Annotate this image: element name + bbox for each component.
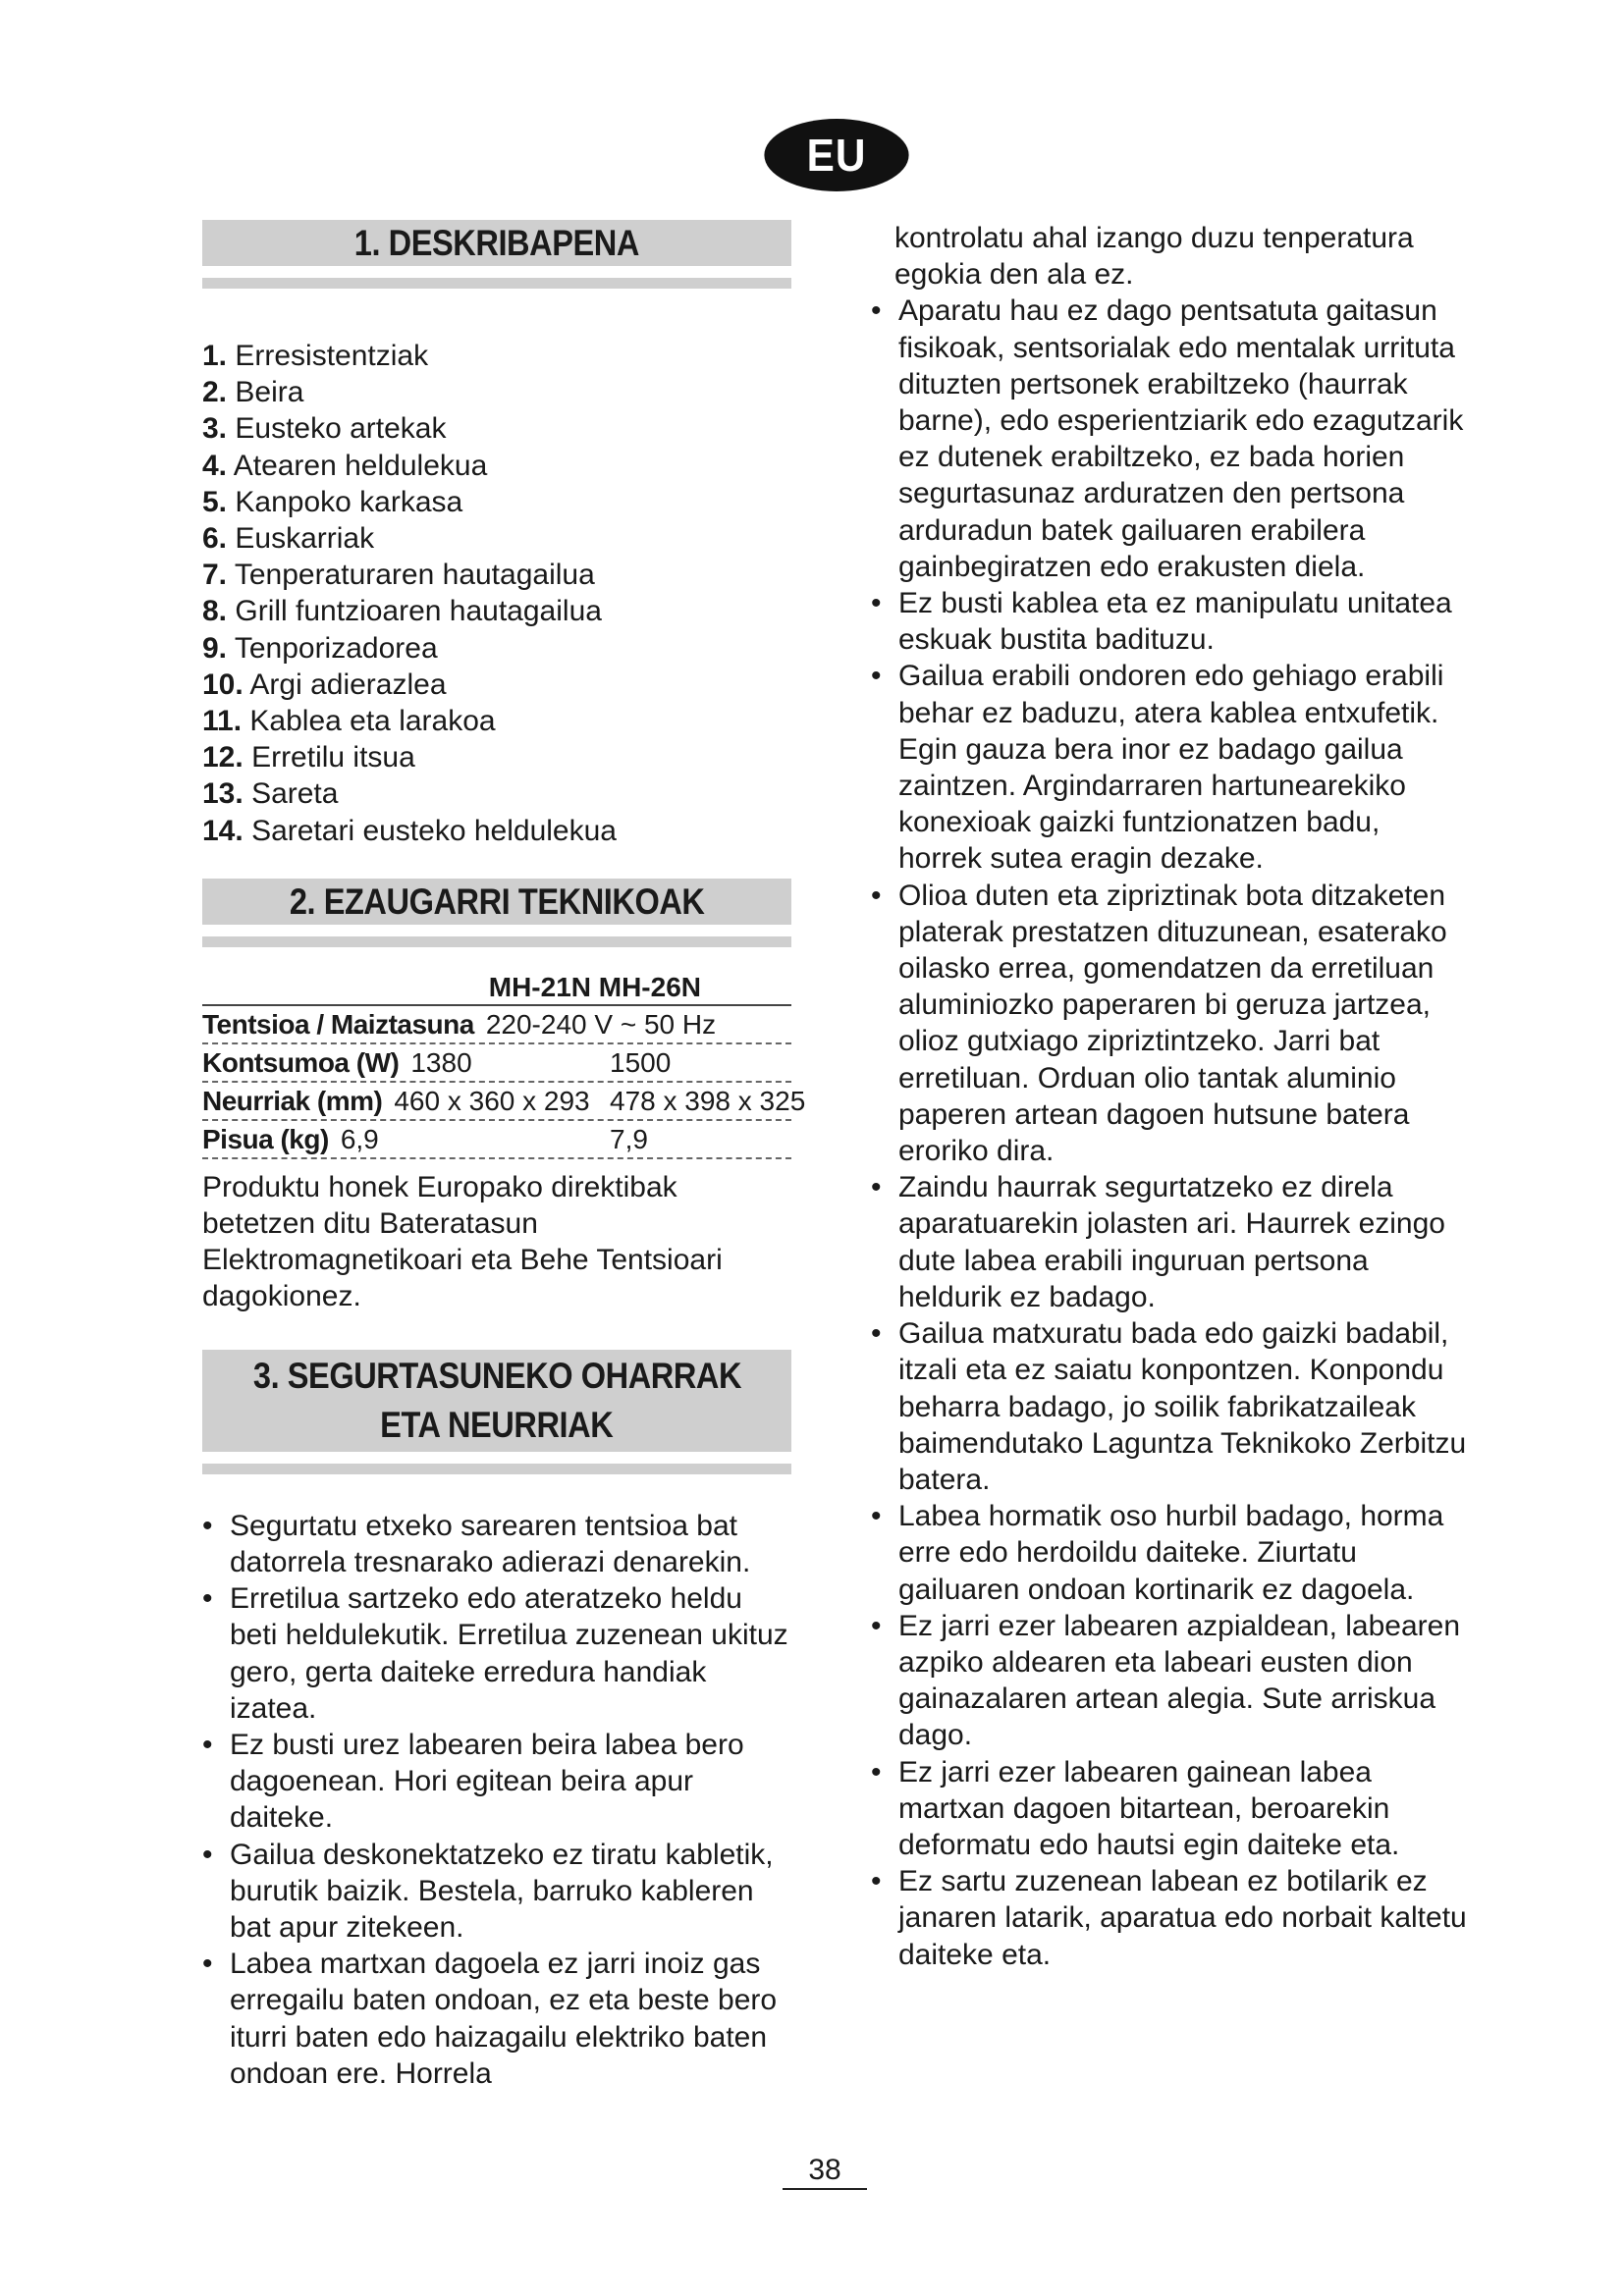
list-item: 8. Grill funtzioaren hautagailua bbox=[202, 595, 602, 628]
spec-label: Neurriak (mm) bbox=[202, 1085, 383, 1116]
spec-value: 1500 bbox=[610, 1046, 672, 1078]
bullet-icon: • bbox=[871, 294, 882, 328]
spec-label: Kontsumoa (W) bbox=[202, 1046, 400, 1078]
language-badge: EU bbox=[764, 119, 908, 191]
compliance-note: Produktu honek Europako direktibak betetzen ditu Bateratasun Elektromagnetikoari eta Behe Tentsioari dagokionez. bbox=[202, 1170, 723, 1312]
list-item: • Aparatu hau ez dago pentsatuta gaitasun fisikoak, sentsorialak edo mentalak urrituta dituzten pertsonek erabiltzeko (haurrak barne), edo esperientziarik edo ezagutzarik ez dutenek erabiltzeko, ez bada horien segurtasunaz arduratzen den pertsona arduradun batek gailuaren erabilera gainbegiratzen edo erakusten diela. bbox=[871, 294, 1464, 583]
bullet-icon: • bbox=[871, 1317, 882, 1351]
list-item: • Gailua deskonektatzeko ez tiratu kabletik, burutik baizik. Bestela, barruko kableren bat apur zitekeen. bbox=[202, 1838, 774, 1945]
bullet-icon: • bbox=[871, 1500, 882, 1533]
section-2-heading: 2. EZAUGARRI TEKNIKOAK bbox=[202, 879, 791, 925]
section-3-heading: 3. SEGURTASUNEKO OHARRAK ETA NEURRIAK bbox=[202, 1350, 791, 1452]
page-number: 38 bbox=[783, 2153, 867, 2190]
list-item: 6. Euskarriak bbox=[202, 522, 375, 556]
spec-row bbox=[202, 1006, 791, 1044]
list-item: • Gailua matxuratu bada edo gaizki badabil, itzali eta ez saiatu konpontzen. Konpondu beharra badago, jo soilik fabrikatzaileak baimendutako Laguntza Teknikoko Zerbitzu batera. bbox=[871, 1317, 1467, 1496]
bullet-icon: • bbox=[871, 1755, 882, 1789]
list-item: • Labea hormatik oso hurbil badago, horma erre edo herdoildu daiteke. Ziurtatu gailuaren ondoan kortinarik ez dagoela. bbox=[871, 1500, 1444, 1606]
spec-models-header: MH-21N MH-26N bbox=[202, 971, 791, 1006]
bullet-icon: • bbox=[202, 1582, 213, 1616]
bullet-icon: • bbox=[202, 1948, 213, 1981]
spec-row bbox=[202, 1044, 791, 1083]
section-1-heading: 1. DESKRIBAPENA bbox=[202, 220, 791, 266]
list-item: 14. Saretari eusteko heldulekua bbox=[202, 814, 617, 847]
list-item: 5. Kanpoko karkasa bbox=[202, 485, 463, 518]
right-column bbox=[871, 220, 1470, 1973]
section-2-rule bbox=[202, 936, 791, 947]
list-item: 1. Erresistentziak bbox=[202, 340, 429, 372]
list-item: 7. Tenperaturaren hautagailua bbox=[202, 559, 595, 592]
spec-row bbox=[202, 1121, 791, 1159]
list-item: • Segurtatu etxeko sarearen tentsioa bat datorrela tresnarako adierazi denarekin. bbox=[202, 1509, 751, 1579]
spec-value: 6,9 bbox=[340, 1123, 379, 1154]
spec-row bbox=[202, 1083, 806, 1121]
list-item: 12. Erretilu itsua bbox=[202, 741, 415, 774]
bullet-icon: • bbox=[871, 660, 882, 693]
list-item: 4. Atearen heldulekua bbox=[202, 449, 488, 482]
list-item: 3. Eusteko artekak bbox=[202, 412, 447, 446]
list-item: • Zaindu haurrak segurtatzeko ez direla aparatuarekin jolasten ari. Haurrek ezingo dute labea erabili inguruan pertsona heldurik ez badago. bbox=[871, 1171, 1445, 1313]
bullet-icon: • bbox=[871, 879, 882, 912]
list-item: 2. Beira bbox=[202, 376, 304, 409]
bullet-icon: • bbox=[202, 1509, 213, 1542]
spec-value: 220-240 V ~ 50 Hz bbox=[485, 1008, 717, 1040]
list-item: • Ez jarri ezer labearen azpialdean, labearen azpiko aldearen eta labeari eusten dion gainazalaren artean alegia. Sute arriskua dago. bbox=[871, 1609, 1461, 1752]
bullet-icon: • bbox=[871, 1171, 882, 1204]
spec-table bbox=[202, 971, 806, 1159]
spec-value: 478 x 398 x 325 bbox=[610, 1085, 806, 1116]
list-item: • Olioa duten eta zipriztinak bota ditzaketen platerak prestatzen dituzunean, esaterako oilasko errea, gomendatzen da erretiluan aluminiozko paperaren bi geruza jartzea, olioz gutxiago zipriztintzeko. Jarri bat erretiluan. Orduan olio tantak aluminio paperen artean dagoen hutsune batera eroriko dira. bbox=[871, 879, 1447, 1168]
left-column bbox=[202, 220, 806, 2092]
spec-label: Tentsioa / Maiztasuna bbox=[202, 1008, 474, 1040]
list-item: 13. Sareta bbox=[202, 777, 339, 811]
safety-list-left bbox=[202, 1508, 791, 2092]
spec-value: 1380 bbox=[410, 1046, 472, 1078]
list-item: • Ez busti urez labearen beira labea bero dagoenean. Hori egitean beira apur daiteke. bbox=[202, 1729, 744, 1835]
list-item: 9. Tenporizadorea bbox=[202, 631, 438, 665]
list-item: • Erretilua sartzeko edo ateratzeko heldu beti heldulekutik. Erretilua zuzenean ukituz gero, gerta daiteke erredura handiak izatea. bbox=[202, 1582, 788, 1725]
list-item: • Labea martxan dagoela ez jarri inoiz gas erregailu baten ondoan, ez eta beste bero iturri baten edo haizagailu elektriko baten ondoan ere. Horrela bbox=[202, 1948, 778, 2090]
list-item: • Ez jarri ezer labearen gainean labea martxan dagoen bitartean, beroarekin deformatu edo hautsi egin daiteke eta. bbox=[871, 1755, 1400, 1861]
section-1-rule bbox=[202, 278, 791, 289]
bullet-icon: • bbox=[202, 1838, 213, 1871]
bullet-icon: • bbox=[871, 587, 882, 620]
list-item: • Gailua erabili ondoren edo gehiago erabili behar ez baduzu, atera kablea entxufetik. Egin gauza bera inor ez badago gailua zaintzen. Argindarraren hartunearekiko konexioak gaizki funtzionatzen badu, horrek sutea eragin dezake. bbox=[871, 660, 1444, 876]
bullet-icon: • bbox=[871, 1609, 882, 1642]
spec-value: 460 x 360 x 293 bbox=[394, 1085, 590, 1116]
spec-value: 7,9 bbox=[610, 1123, 648, 1154]
continued-text: kontrolatu ahal izango duzu tenperatura egokia den ala ez. bbox=[894, 222, 1414, 292]
safety-list-right bbox=[871, 293, 1470, 1972]
list-item: • Ez busti kablea eta ez manipulatu unitatea eskuak bustita badituzu. bbox=[871, 587, 1452, 657]
bullet-icon: • bbox=[202, 1729, 213, 1762]
spec-label: Pisua (kg) bbox=[202, 1123, 329, 1154]
list-item: 11. Kablea eta larakoa bbox=[202, 705, 496, 738]
section-3-rule bbox=[202, 1464, 791, 1474]
list-item: • Ez sartu zuzenean labean ez botilarik ez janaren latarik, aparatua edo norbait kaltetu daiteke eta. bbox=[871, 1865, 1467, 1971]
parts-list bbox=[202, 338, 791, 849]
list-item: 10. Argi adierazlea bbox=[202, 667, 447, 701]
bullet-icon: • bbox=[871, 1865, 882, 1898]
